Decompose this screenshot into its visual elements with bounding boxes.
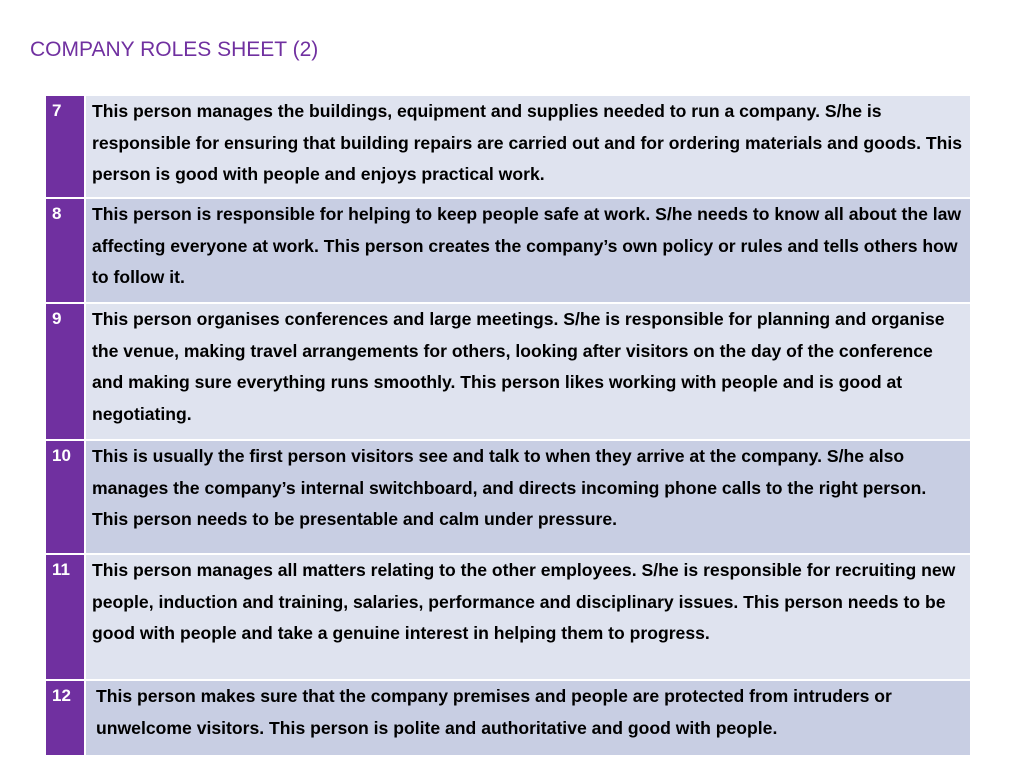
role-description: This person manages all matters relating to the other employees. S/he is responsible for recruiting new people, induction and training, salaries, performance and disciplinary issues. This person needs to be good with people and take a genuine interest in helping them to progress. xyxy=(85,554,971,680)
role-description: This person organises conferences and large meetings. S/he is responsible for planning and organise the venue, making travel arrangements for others, looking after visitors on the day of the conference and making sure everything runs smoothly. This person likes working with people and is good at negotiating. xyxy=(85,303,971,440)
table-row xyxy=(45,198,971,303)
role-number: 9 xyxy=(45,303,85,440)
table-row xyxy=(45,303,971,440)
page-title: COMPANY ROLES SHEET (2) xyxy=(30,38,319,61)
role-number: 7 xyxy=(45,95,85,198)
role-number: 10 xyxy=(45,440,85,554)
table-row xyxy=(45,440,971,554)
role-description: This person is responsible for helping to keep people safe at work. S/he needs to know all about the law affecting everyone at work. This person creates the company’s own policy or rules and tells others how to follow it. xyxy=(85,198,971,303)
role-description: This person manages the buildings, equipment and supplies needed to run a company. S/he is responsible for ensuring that building repairs are carried out and for ordering materials and goods. This person is good with people and enjoys practical work. xyxy=(85,95,971,198)
table-row xyxy=(45,95,971,198)
table-row xyxy=(45,554,971,680)
table-row xyxy=(45,680,971,756)
role-number: 8 xyxy=(45,198,85,303)
role-description: This is usually the first person visitors see and talk to when they arrive at the company. S/he also manages the company’s internal switchboard, and directs incoming phone calls to the right person. This person needs to be presentable and calm under pressure. xyxy=(85,440,971,554)
role-number: 11 xyxy=(45,554,85,680)
role-description: This person makes sure that the company premises and people are protected from intruders or unwelcome visitors. This person is polite and authoritative and good with people. xyxy=(85,680,971,756)
role-number: 12 xyxy=(45,680,85,756)
roles-table xyxy=(44,94,972,757)
